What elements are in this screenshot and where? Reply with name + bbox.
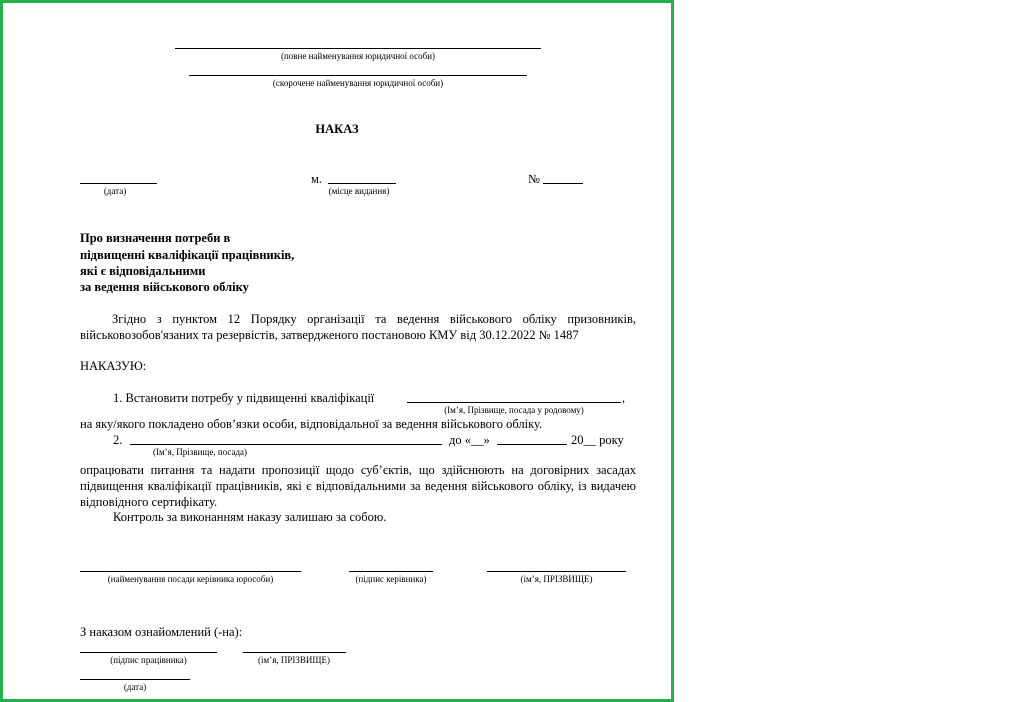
control-text: Контроль за виконанням наказу залишаю за собою. [113, 510, 387, 524]
short-name-caption: (скорочене найменування юридичної особи) [272, 78, 444, 88]
full-name-line [175, 48, 541, 49]
item2-caption: (Ім’я, Прізвище, посада) [152, 447, 248, 457]
place-caption: (місце видання) [328, 186, 390, 196]
city-prefix: м. [311, 172, 323, 186]
item2-body: опрацювати питання та надати пропозиції щодо суб’єктів, що здійснюють на договірних засадах підвищення кваліфікації працівників, які є відповідальними за ведення військового обліку, із видачею відповідного сертифікату. [80, 463, 636, 509]
item1-continuation: на яку/якого покладено обов’язки особи, відповідальної за ведення військового обліку. [80, 417, 543, 431]
employee-signature-caption: (підпис працівника) [110, 655, 187, 665]
item2-month-line [497, 444, 567, 445]
acquainted-date-line [80, 679, 190, 680]
subject-line-2: підвищенні кваліфікації працівників, [80, 248, 295, 262]
item1-text: 1. Встановити потребу у підвищенні кваліфікації [113, 391, 375, 405]
acquainted-text: З наказом ознайомлений (-на): [80, 625, 243, 639]
signature-caption: (підпис керівника) [355, 574, 427, 584]
subject-line-1: Про визначення потреби в [80, 231, 231, 245]
place-line [328, 183, 396, 184]
item2-until: до «__» [449, 433, 490, 447]
short-name-line [189, 75, 527, 76]
employee-name-caption: (ім’я, ПРІЗВИЩЕ) [258, 655, 330, 665]
number-line [543, 183, 583, 184]
employee-signature-line [80, 652, 217, 653]
date-caption: (дата) [103, 186, 127, 196]
item1-name-line [407, 402, 621, 403]
position-line [80, 571, 301, 572]
item2-year: 20__ року [571, 433, 624, 447]
full-name-caption: (повне найменування юридичної особи) [280, 51, 436, 61]
item1-caption: (Ім’я, Прізвище, посада у родовому) [444, 405, 584, 415]
signature-line [349, 571, 433, 572]
acquainted-date-caption: (дата) [123, 682, 147, 692]
subject-line-4: за ведення військового обліку [80, 280, 249, 294]
item1-comma: , [622, 391, 626, 405]
number-prefix: № [528, 172, 540, 186]
preamble: Згідно з пунктом 12 Порядку організації та ведення військового обліку призовників, військовозобов'язаних та резервістів, затвердженого постановою КМУ від 30.12.2022 № 1487 [80, 312, 636, 342]
date-line [80, 183, 157, 184]
order-word: НАКАЗУЮ: [80, 359, 147, 373]
position-caption: (найменування посади керівника юрособи) [107, 574, 274, 584]
document-title: НАКАЗ [315, 122, 359, 136]
employee-name-line [243, 652, 346, 653]
subject-line-3: які є відповідальними [80, 264, 206, 278]
name-caption: (ім’я, ПРІЗВИЩЕ) [520, 574, 593, 584]
name-line [487, 571, 626, 572]
item2-name-line [130, 444, 442, 445]
item2-number: 2. [113, 433, 123, 447]
